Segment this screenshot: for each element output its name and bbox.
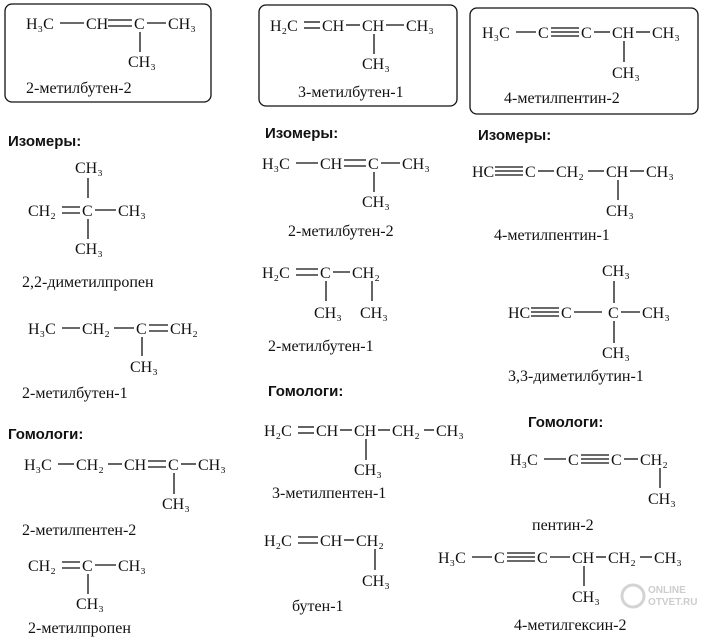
group-c: C (608, 305, 619, 322)
compound-name: 3-метилбутен-1 (298, 84, 404, 101)
group-ch2: CH₂ (608, 550, 636, 567)
group-ch3: CH₃ (75, 160, 103, 177)
group-ch3: CH₃ (362, 56, 390, 73)
group-c: C (136, 321, 147, 338)
compound-name: 2-метилпентен-2 (22, 522, 137, 539)
structure-3-3-dimetilbutin-1 (508, 263, 670, 362)
group-ch3: CH₃ (406, 18, 434, 35)
group-ch3: CH₃ (652, 25, 680, 42)
structure-2-metilbuten-1-a (28, 321, 198, 376)
structure-2-metilbuten-2-b (262, 156, 430, 211)
group-ch2: CH₂ (356, 533, 384, 550)
structure-2-metilbuten-1-b (262, 265, 388, 322)
structure-2-2-dimetilpropen (28, 160, 146, 258)
group-ch3: CH₃ (362, 573, 390, 590)
group-hc: HC (508, 305, 531, 322)
group-ch3: CH₃ (314, 305, 342, 322)
group-ch2: CH₂ (556, 164, 584, 181)
compound-name: 2-метилбутен-2 (26, 80, 132, 97)
column-1 (5, 4, 226, 637)
group-ch: CH (362, 18, 385, 35)
group-h3c: H₃C (24, 457, 52, 474)
group-ch2: CH₂ (28, 203, 56, 220)
group-ch: CH (322, 18, 345, 35)
group-ch3: CH₃ (354, 462, 382, 479)
group-ch: CH (612, 25, 635, 42)
group-ch3: CH₃ (602, 345, 630, 362)
group-ch3: CH₃ (606, 203, 634, 220)
compound-name: 2-метилбутен-2 (288, 223, 394, 240)
group-c: C (82, 558, 93, 575)
group-ch3: CH₃ (76, 596, 104, 613)
group-ch2: CH₂ (170, 321, 198, 338)
group-ch: CH (354, 423, 377, 440)
group-c: C (538, 25, 549, 42)
group-ch3: CH₃ (75, 241, 103, 258)
group-c: C (320, 265, 331, 282)
structure-3-metilbuten-1 (270, 18, 434, 73)
group-ch3: CH₃ (118, 558, 146, 575)
group-c: C (561, 305, 572, 322)
homologs-heading: Гомологи: (8, 426, 84, 443)
group-ch2: CH₂ (640, 452, 668, 469)
compound-name: 3-метилпентен-1 (272, 485, 387, 502)
group-c: C (581, 25, 592, 42)
group-ch3: CH₃ (198, 457, 226, 474)
group-ch: CH (320, 533, 343, 550)
group-c: C (568, 452, 579, 469)
group-ch3: CH₃ (648, 491, 676, 508)
watermark-line2: OTVET.RU (648, 597, 698, 608)
group-ch2: CH₂ (28, 558, 56, 575)
group-ch3: CH₃ (162, 496, 190, 513)
watermark-logo-icon (622, 585, 644, 607)
group-ch3: CH₃ (654, 550, 682, 567)
group-ch: CH (606, 164, 629, 181)
group-h2c: H₂C (262, 265, 290, 282)
group-c: C (611, 452, 622, 469)
group-c: C (82, 203, 93, 220)
group-ch: CH (316, 423, 339, 440)
structure-buten-1 (264, 533, 390, 590)
structure-2-metilpenten-2 (24, 457, 226, 513)
compound-name: 4-метилпентин-1 (494, 227, 610, 244)
group-c: C (525, 164, 536, 181)
group-h2c: H₂C (264, 423, 292, 440)
group-ch3: CH₃ (612, 65, 640, 82)
structure-2-metilpropen (28, 558, 146, 613)
group-ch: CH (320, 156, 343, 173)
group-h3c: H₃C (26, 16, 54, 33)
group-h3c: H₃C (510, 452, 538, 469)
group-ch3: CH₃ (572, 589, 600, 606)
group-hc: HC (472, 164, 495, 181)
compound-name: 4-метилпентин-2 (504, 90, 620, 107)
group-ch3: CH₃ (360, 305, 388, 322)
compound-name: 4-метилгексин-2 (514, 617, 627, 634)
structure-4-metilpentin-1 (472, 164, 674, 220)
group-ch2: CH₂ (82, 321, 110, 338)
group-h2c: H₂C (270, 18, 298, 35)
isomers-heading: Изомеры: (478, 127, 552, 144)
compound-name: 3,3-диметилбутин-1 (508, 368, 644, 385)
group-c: C (368, 156, 379, 173)
group-c: C (537, 550, 548, 567)
group-h3c: H₃C (28, 321, 56, 338)
group-ch3: CH₃ (402, 156, 430, 173)
group-ch3: CH₃ (168, 16, 196, 33)
group-c: C (168, 457, 179, 474)
structure-pentin-2 (510, 452, 676, 508)
homologs-heading: Гомологи: (268, 383, 344, 400)
group-ch3: CH₃ (436, 423, 464, 440)
group-ch3: CH₃ (130, 359, 158, 376)
isomers-heading: Изомеры: (8, 133, 82, 150)
group-h3c: H₃C (262, 156, 290, 173)
compound-name: бутен-1 (292, 598, 344, 615)
group-h2c: H₂C (264, 533, 292, 550)
group-ch2: CH₂ (392, 423, 420, 440)
group-ch3: CH₃ (128, 54, 156, 71)
structure-4-metilpentin-2 (482, 25, 680, 82)
column-2 (259, 5, 464, 615)
group-ch: CH (124, 457, 147, 474)
group-c: C (134, 16, 145, 33)
structure-2-metilbuten-2 (26, 16, 196, 71)
group-ch3: CH₃ (362, 194, 390, 211)
compound-name: 2-метилбутен-1 (22, 385, 128, 402)
watermark-line1: ONLINE (648, 585, 686, 596)
compound-name: 2,2-диметилпропен (22, 274, 154, 291)
compound-name: пентин-2 (532, 517, 594, 534)
group-ch3: CH₃ (642, 305, 670, 322)
isomers-heading: Изомеры: (265, 125, 339, 142)
group-c: C (494, 550, 505, 567)
structure-3-metilpenten-1 (264, 423, 464, 479)
homologs-heading: Гомологи: (528, 414, 604, 431)
group-ch: CH (86, 16, 109, 33)
compound-name: 2-метилпропен (28, 620, 131, 637)
group-ch3: CH₃ (118, 203, 146, 220)
group-h3c: H₃C (482, 25, 510, 42)
group-ch: CH (572, 550, 595, 567)
column-3 (438, 8, 698, 634)
group-ch3: CH₃ (646, 164, 674, 181)
group-ch3: CH₃ (602, 263, 630, 280)
group-ch2: CH₂ (352, 265, 380, 282)
group-h3c: H₃C (438, 550, 466, 567)
group-ch2: CH₂ (76, 457, 104, 474)
watermark (622, 585, 697, 608)
compound-name: 2-метилбутен-1 (268, 338, 374, 355)
